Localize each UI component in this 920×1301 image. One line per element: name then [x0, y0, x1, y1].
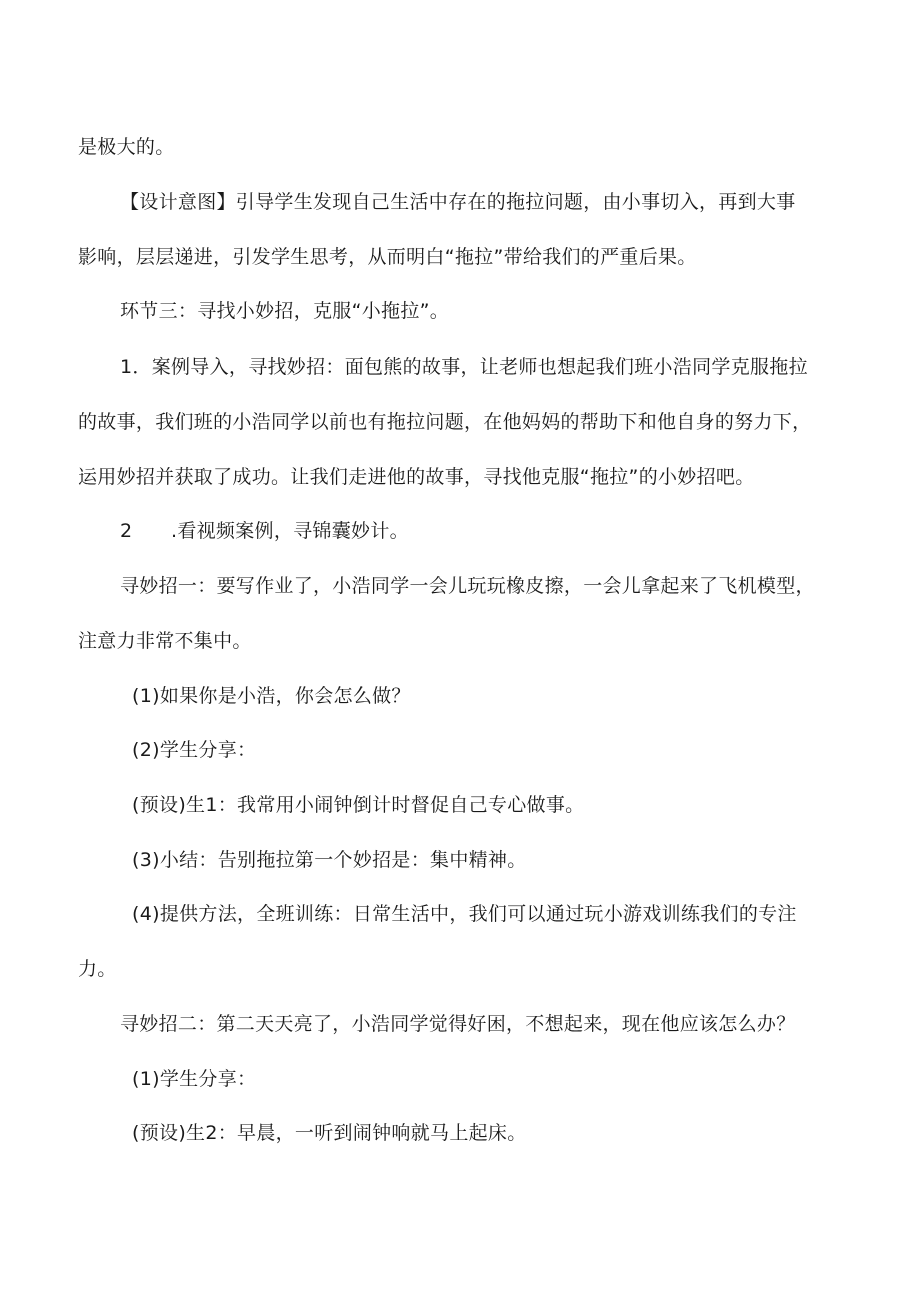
text-line-section-three-heading: 环节三：寻找小妙招，克服“小拖拉”。 [120, 300, 450, 322]
text-line-design-intent: 【设计意图】引导学生发现自己生活中存在的拖拉问题，由小事切入，再到大事 [120, 191, 796, 213]
text-line-case-intro: 1．案例导入，寻找妙招：面包熊的故事，让老师也想起我们班小浩同学克服拖拉 [120, 356, 808, 378]
text-line-summary-1: (3)小结：告别拖拉第一个妙招是：集中精神。 [132, 849, 527, 871]
text-line-student-share-2: (1)学生分享： [132, 1068, 257, 1090]
text-line-case-intro-cont-1: 的故事，我们班的小浩同学以前也有拖拉问题，在他妈妈的帮助下和他自身的努力下， [78, 411, 812, 433]
text-line-method-training-cont: 力。 [78, 958, 117, 980]
text-line-method-training: (4)提供方法，全班训练：日常生活中，我们可以通过玩小游戏训练我们的专注 [132, 903, 797, 925]
text-line-question-1: (1)如果你是小浩，你会怎么做？ [132, 685, 411, 707]
text-line-case-intro-cont-2: 运用妙招并获取了成功。让我们走进他的故事，寻找他克服“拖拉”的小妙招吧。 [78, 466, 755, 488]
text-line-trick-two: 寻妙招二：第二天天亮了，小浩同学觉得好困，不想起来，现在他应该怎么办？ [120, 1013, 796, 1035]
text-line-video-case: 2 .看视频案例，寻锦囊妙计。 [120, 520, 409, 542]
text-line-continuation: 是极大的。 [78, 136, 175, 158]
text-line-student-share-1: (2)学生分享： [132, 739, 257, 761]
text-line-preset-student-2: (预设)生2：早晨，一听到闹钟响就马上起床。 [132, 1122, 527, 1144]
text-line-trick-one-cont: 注意力非常不集中。 [78, 630, 252, 652]
text-line-trick-one: 寻妙招一：要写作业了，小浩同学一会儿玩玩橡皮擦，一会儿拿起来了飞机模型， [120, 575, 815, 597]
text-line-design-intent-cont: 影响，层层递进，引发学生思考，从而明白“拖拉”带给我们的严重后果。 [78, 246, 697, 268]
text-line-preset-student-1: (预设)生1：我常用小闹钟倒计时督促自己专心做事。 [132, 794, 585, 816]
